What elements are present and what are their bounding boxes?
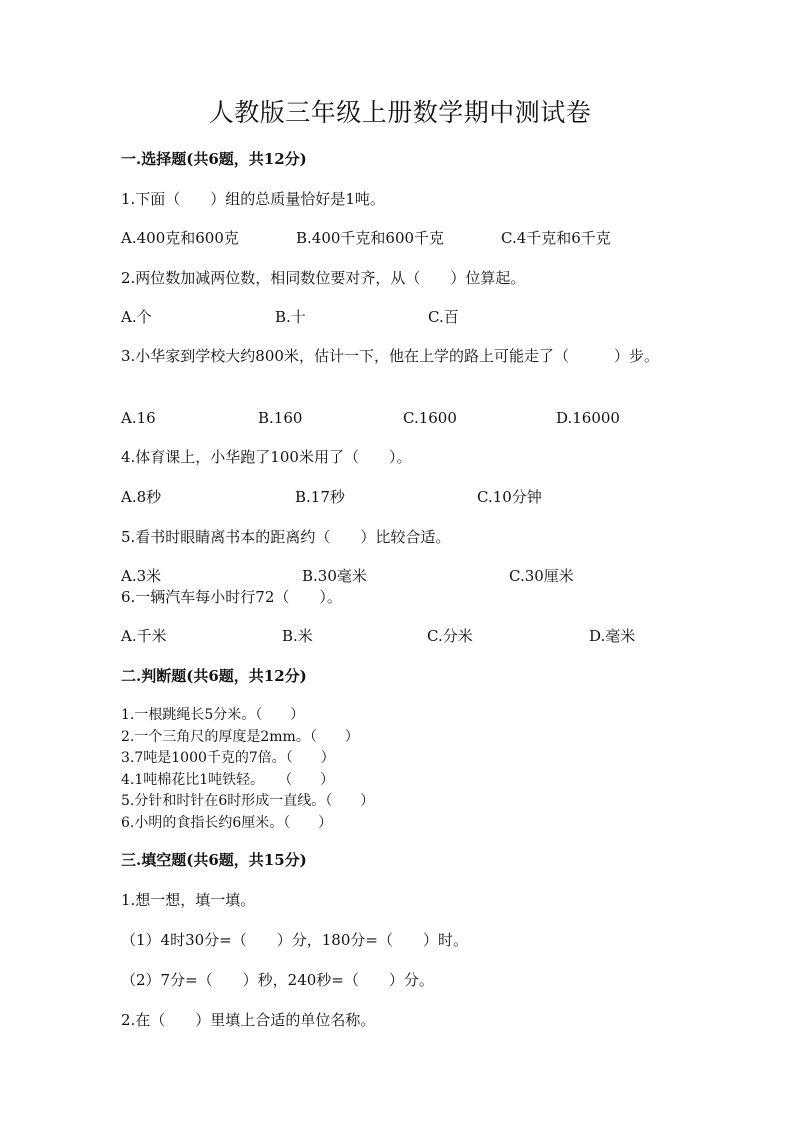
- section-heading-true-false: 二.判断题(共6题，共12分): [121, 667, 307, 685]
- option-b: B.400千克和600千克: [296, 229, 445, 247]
- option-c: C.百: [428, 308, 459, 326]
- option-a: A.400克和600克: [121, 229, 239, 247]
- list-item: 2.一个三角尺的厚度是2mm。（ ）: [121, 728, 359, 745]
- option-c: C.1600: [403, 409, 457, 427]
- list-item: 1.一根跳绳长5分米。（ ）: [121, 707, 305, 723]
- section-heading-choice: 一.选择题(共6题，共12分): [121, 150, 307, 168]
- list-item: 4.1吨棉花比1吨铁轻。 （ ）: [121, 771, 335, 788]
- question-text: 3.小华家到学校大约800米，估计一下，他在上学的路上可能走了（ ）步。: [121, 347, 659, 365]
- option-b: B.米: [282, 627, 313, 645]
- list-item: 5.分针和时针在6时形成一直线。（ ）: [121, 793, 375, 809]
- question-text: 1.下面（ ）组的总质量恰好是1吨。: [121, 190, 385, 208]
- question-text: 2.两位数加减两位数，相同数位要对齐，从（ ）位算起。: [121, 269, 526, 287]
- option-c: C.分米: [427, 627, 473, 645]
- option-d: D.16000: [556, 409, 620, 427]
- option-b: B.160: [258, 409, 303, 427]
- question-text: 1.想一想，填一填。: [121, 891, 256, 909]
- page-title: 人教版三年级上册数学期中测试卷: [208, 98, 592, 127]
- option-b: B.十: [275, 308, 306, 326]
- option-c: C.4千克和6千克: [501, 229, 611, 247]
- question-text: 6.一辆汽车每小时行72（ ）。: [121, 588, 342, 606]
- option-b: B.30毫米: [302, 567, 367, 585]
- question-text: 4.体育课上，小华跑了100米用了（ ）。: [121, 448, 412, 466]
- option-a: A.千米: [121, 627, 167, 645]
- question-subitem: （2）7分=（ ）秒，240秒=（ ）分。: [121, 971, 434, 989]
- option-d: D.毫米: [589, 627, 636, 645]
- true-false-list: [121, 705, 374, 834]
- option-b: B.17秒: [295, 488, 345, 506]
- option-c: C.30厘米: [509, 567, 574, 585]
- question-text: 2.在（ ）里填上合适的单位名称。: [121, 1011, 376, 1029]
- list-item: 3.7吨是1000千克的7倍。（ ）: [121, 750, 335, 766]
- question-text: 5.看书时眼睛离书本的距离约（ ）比较合适。: [121, 528, 451, 546]
- option-a: A.16: [121, 409, 156, 427]
- option-c: C.10分钟: [477, 488, 542, 506]
- section-heading-fill-blank: 三.填空题(共6题，共15分): [121, 851, 307, 869]
- option-a: A.个: [121, 308, 152, 326]
- option-a: A.8秒: [121, 488, 162, 506]
- option-a: A.3米: [121, 567, 162, 585]
- question-subitem: （1）4时30分=（ ）分，180分=（ ）时。: [121, 931, 468, 949]
- list-item: 6.小明的食指长约6厘米。（ ）: [121, 814, 333, 831]
